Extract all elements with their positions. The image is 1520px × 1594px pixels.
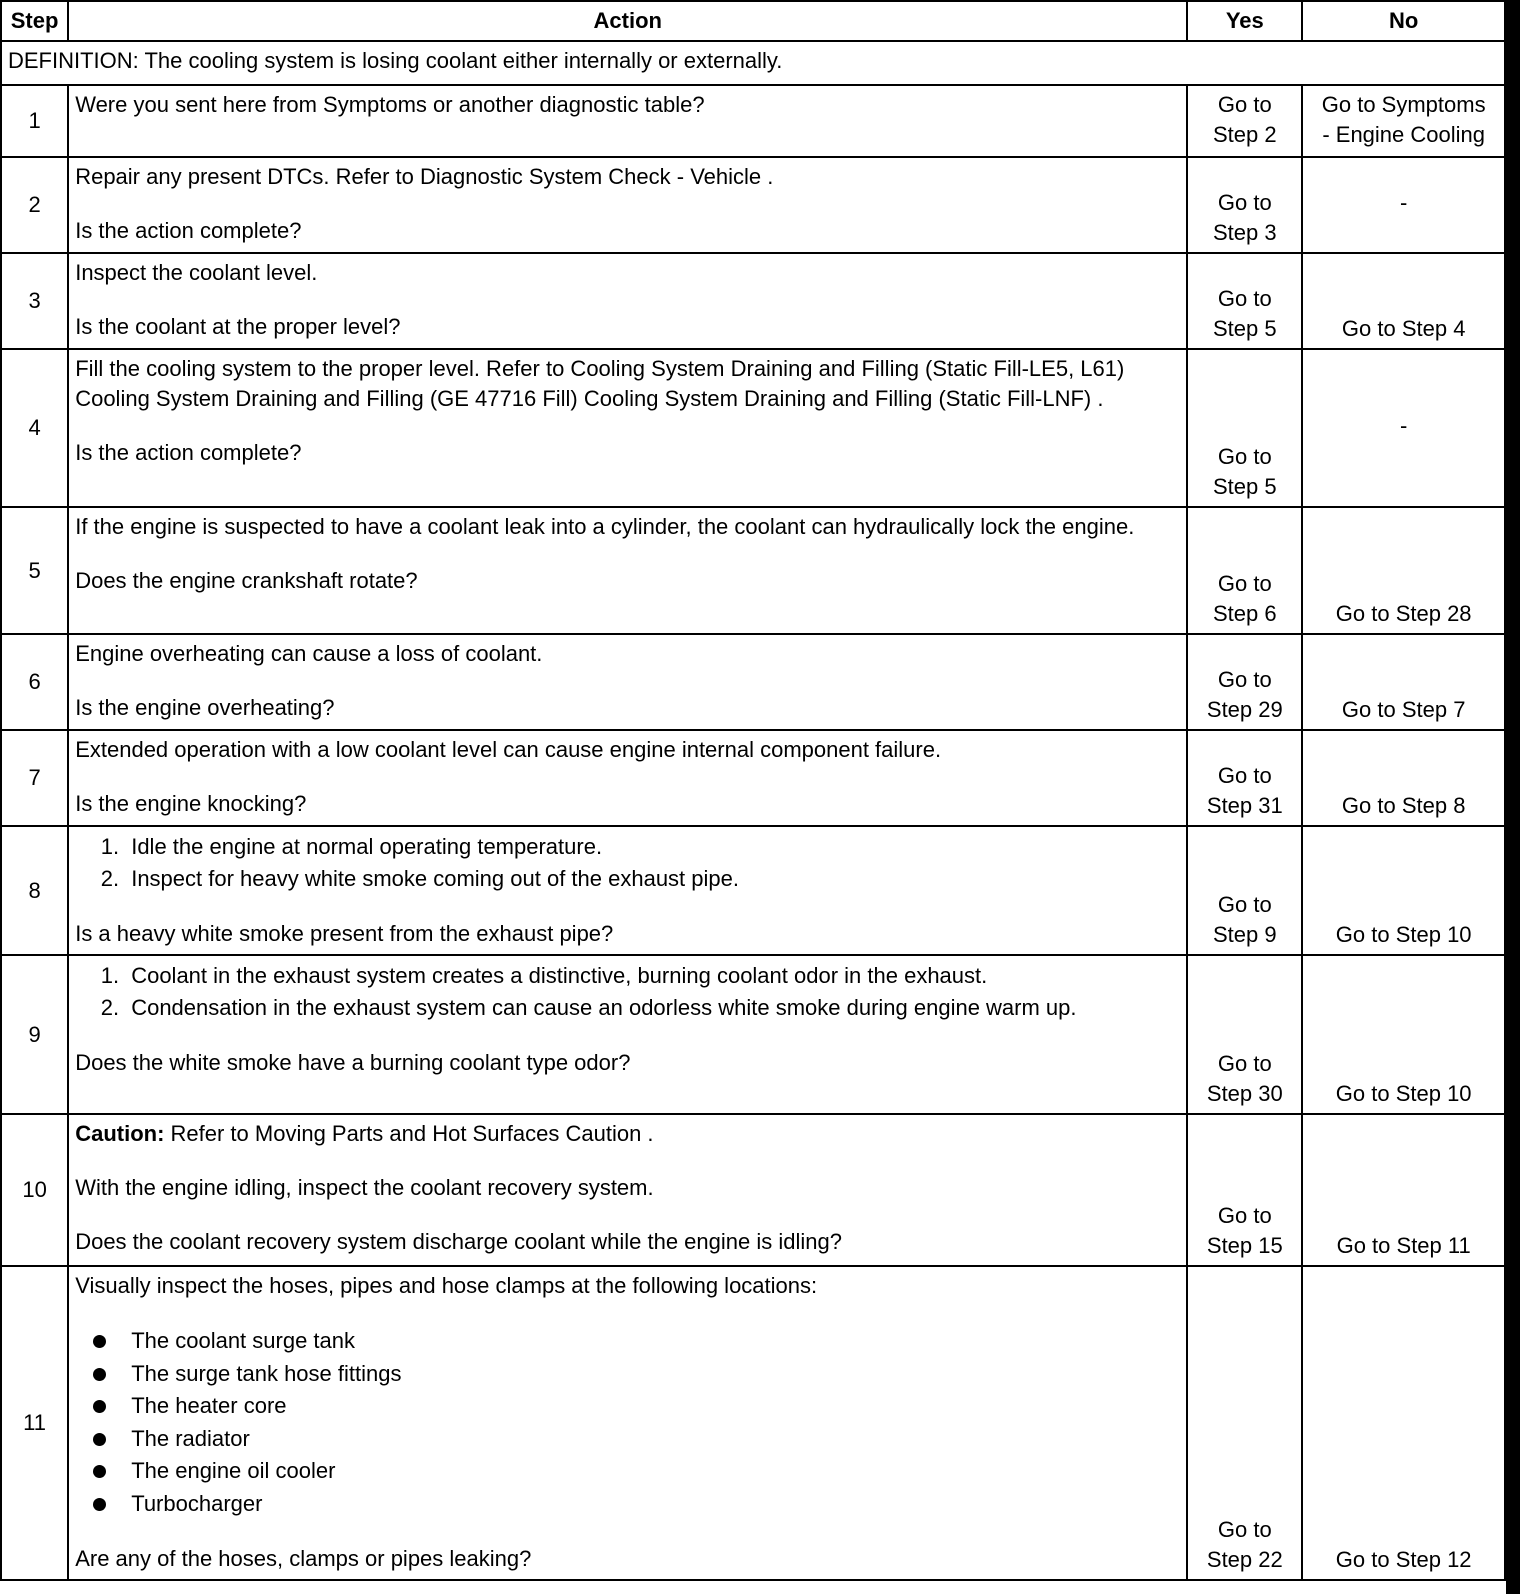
action-cell: [68, 253, 1187, 349]
yes-line-2: Step 29: [1206, 697, 1283, 722]
location-list: [75, 1325, 1180, 1520]
bullet-icon: [93, 1465, 106, 1478]
no-line-1: Go to Step 12: [1335, 1547, 1472, 1572]
list-item: [125, 1488, 1180, 1521]
yes-line-1: Go to: [1217, 763, 1272, 788]
yes-line-1: Go to: [1217, 444, 1272, 469]
step-number: 7: [1, 730, 68, 826]
no-cell: [1302, 1266, 1505, 1580]
action-question: Does the white smoke have a burning coolant type odor?: [75, 1050, 631, 1075]
action-text: Were you sent here from Symptoms or another diagnostic table?: [75, 92, 705, 117]
no-cell: [1302, 826, 1505, 955]
no-cell: [1302, 730, 1505, 826]
action-question: Is the action complete?: [75, 440, 302, 465]
yes-line-1: Go to: [1217, 1051, 1272, 1076]
table-row: [1, 507, 1505, 634]
action-cell: [68, 349, 1187, 507]
action-cell: [68, 634, 1187, 730]
definition-row: [1, 41, 1505, 85]
yes-line-2: Step 2: [1213, 122, 1277, 147]
yes-cell: [1187, 1266, 1302, 1580]
table-row: [1, 349, 1505, 507]
no-cell: [1302, 955, 1505, 1114]
no-cell: [1302, 634, 1505, 730]
list-item: [125, 1325, 1180, 1358]
action-text: Extended operation with a low coolant level can cause engine internal component failure.: [75, 737, 942, 762]
action-cell: [68, 85, 1187, 157]
table-row: [1, 955, 1505, 1114]
yes-cell: [1187, 349, 1302, 507]
list-item-label: The radiator: [131, 1425, 250, 1451]
action-cell: [68, 1266, 1187, 1580]
list-item: [125, 1455, 1180, 1488]
table-row: [1, 1114, 1505, 1266]
yes-line-1: Go to: [1217, 190, 1272, 215]
yes-cell: [1187, 253, 1302, 349]
action-list: [75, 831, 1180, 895]
step-number: 10: [1, 1114, 68, 1266]
yes-cell: [1187, 157, 1302, 253]
action-cell: [68, 157, 1187, 253]
header-row: [1, 1, 1505, 41]
list-item-label: Turbocharger: [131, 1490, 263, 1516]
step-number: 2: [1, 157, 68, 253]
action-question: Does the engine crankshaft rotate?: [75, 568, 418, 593]
no-cell: [1302, 253, 1505, 349]
table-row: [1, 253, 1505, 349]
no-cell: [1302, 157, 1505, 253]
yes-cell: [1187, 507, 1302, 634]
action-text: Visually inspect the hoses, pipes and hose clamps at the following locations:: [75, 1273, 818, 1298]
step-number: 5: [1, 507, 68, 634]
yes-cell: [1187, 85, 1302, 157]
action-cell: [68, 1114, 1187, 1266]
list-item: 2. Condensation in the exhaust system can cause an odorless white smoke during engine warm up.: [125, 992, 1180, 1024]
list-item-label: The engine oil cooler: [131, 1458, 336, 1483]
action-text: Inspect the coolant level.: [75, 260, 318, 285]
action-text: With the engine idling, inspect the coolant recovery system.: [75, 1175, 654, 1200]
yes-cell: [1187, 826, 1302, 955]
table-row: [1, 157, 1505, 253]
action-question: Is the engine knocking?: [75, 791, 307, 816]
step-number: 11: [1, 1266, 68, 1580]
list-item: 1. Coolant in the exhaust system creates a distinctive, burning coolant odor in the exhaust.: [125, 960, 1180, 992]
bullet-icon: [93, 1400, 106, 1413]
action-question: Does the coolant recovery system discharge coolant while the engine is idling?: [75, 1229, 842, 1254]
no-line-1: -: [1400, 190, 1408, 215]
no-cell: [1302, 85, 1505, 157]
yes-cell: [1187, 955, 1302, 1114]
action-question: Are any of the hoses, clamps or pipes leaking?: [75, 1546, 532, 1571]
header-yes: Yes: [1187, 1, 1302, 41]
no-line-1: -: [1400, 413, 1408, 438]
bullet-icon: [93, 1335, 106, 1348]
yes-line-2: Step 9: [1213, 922, 1277, 947]
yes-cell: [1187, 634, 1302, 730]
no-cell: [1302, 507, 1505, 634]
action-question: Is a heavy white smoke present from the exhaust pipe?: [75, 921, 614, 946]
action-text: If the engine is suspected to have a coolant leak into a cylinder, the coolant can hydraulically lock the engine.: [75, 514, 1135, 539]
step-number: 4: [1, 349, 68, 507]
yes-line-1: Go to: [1217, 286, 1272, 311]
bullet-icon: [93, 1433, 106, 1446]
action-question: Is the action complete?: [75, 218, 302, 243]
header-no: No: [1302, 1, 1505, 41]
action-cell: [68, 826, 1187, 955]
yes-line-1: Go to: [1217, 667, 1272, 692]
yes-cell: [1187, 1114, 1302, 1266]
action-cell: [68, 507, 1187, 634]
yes-line-2: Step 3: [1213, 220, 1277, 245]
action-cell: [68, 955, 1187, 1114]
yes-line-2: Step 5: [1213, 316, 1277, 341]
action-list: [75, 960, 1180, 1024]
definition-text: DEFINITION: The cooling system is losing coolant either internally or externally.: [1, 41, 1505, 85]
no-cell: [1302, 349, 1505, 507]
no-line-1: Go to Symptoms: [1321, 92, 1486, 117]
list-item: 1. Idle the engine at normal operating temperature.: [125, 831, 1180, 863]
step-number: 1: [1, 85, 68, 157]
action-text: Repair any present DTCs. Refer to Diagnostic System Check - Vehicle .: [75, 164, 774, 189]
table-row: [1, 634, 1505, 730]
yes-line-2: Step 30: [1206, 1081, 1283, 1106]
yes-line-1: Go to: [1217, 1517, 1272, 1542]
no-line-1: Go to Step 7: [1341, 697, 1466, 722]
bullet-icon: [93, 1368, 106, 1381]
no-line-1: Go to Step 8: [1341, 793, 1466, 818]
yes-line-1: Go to: [1217, 92, 1272, 117]
step-number: 3: [1, 253, 68, 349]
table-row: [1, 1266, 1505, 1580]
list-item: [125, 1423, 1180, 1456]
list-item-label: The coolant surge tank: [131, 1328, 356, 1353]
step-number: 8: [1, 826, 68, 955]
yes-line-1: Go to: [1217, 1203, 1272, 1228]
yes-line-2: Step 6: [1213, 601, 1277, 626]
list-item: [125, 1390, 1180, 1423]
action-text: Engine overheating can cause a loss of coolant.: [75, 641, 543, 666]
yes-line-1: Go to: [1217, 571, 1272, 596]
table-row: [1, 85, 1505, 157]
action-text: Fill the cooling system to the proper level. Refer to Cooling System Draining and Filling (Static Fill-LE5, L61) Cooling System Draining and Filling (GE 47716 Fill) Cooling System Draining and Filling (Static Fill-LNF) .: [75, 356, 1125, 411]
no-cell: [1302, 1114, 1505, 1266]
table-row: [1, 826, 1505, 955]
no-line-1: Go to Step 10: [1335, 1081, 1472, 1106]
action-question: Is the coolant at the proper level?: [75, 314, 401, 339]
step-number: 6: [1, 634, 68, 730]
no-line-1: Go to Step 28: [1335, 601, 1472, 626]
no-line-1: Go to Step 10: [1335, 922, 1472, 947]
yes-line-2: Step 22: [1206, 1547, 1283, 1572]
no-line-1: Go to Step 4: [1341, 316, 1466, 341]
header-step: Step: [1, 1, 68, 41]
yes-cell: [1187, 730, 1302, 826]
no-line-1: Go to Step 11: [1336, 1233, 1471, 1258]
list-item: 2. Inspect for heavy white smoke coming out of the exhaust pipe.: [125, 863, 1180, 895]
step-number: 9: [1, 955, 68, 1114]
list-item: [125, 1358, 1180, 1391]
header-action: Action: [68, 1, 1187, 41]
list-item-label: The heater core: [131, 1393, 287, 1418]
yes-line-2: Step 15: [1206, 1233, 1283, 1258]
caution-label: Caution:: [75, 1121, 165, 1146]
bullet-icon: [93, 1498, 106, 1511]
list-item-label: The surge tank hose fittings: [131, 1360, 402, 1386]
action-cell: [68, 730, 1187, 826]
action-question: Is the engine overheating?: [75, 695, 335, 720]
caution-line: [75, 1119, 1180, 1149]
caution-text: Refer to Moving Parts and Hot Surfaces Caution .: [164, 1121, 654, 1146]
yes-line-2: Step 31: [1206, 793, 1283, 818]
no-line-2: - Engine Cooling: [1322, 122, 1485, 147]
yes-line-2: Step 5: [1213, 474, 1277, 499]
yes-line-1: Go to: [1217, 892, 1272, 917]
table-row: [1, 730, 1505, 826]
